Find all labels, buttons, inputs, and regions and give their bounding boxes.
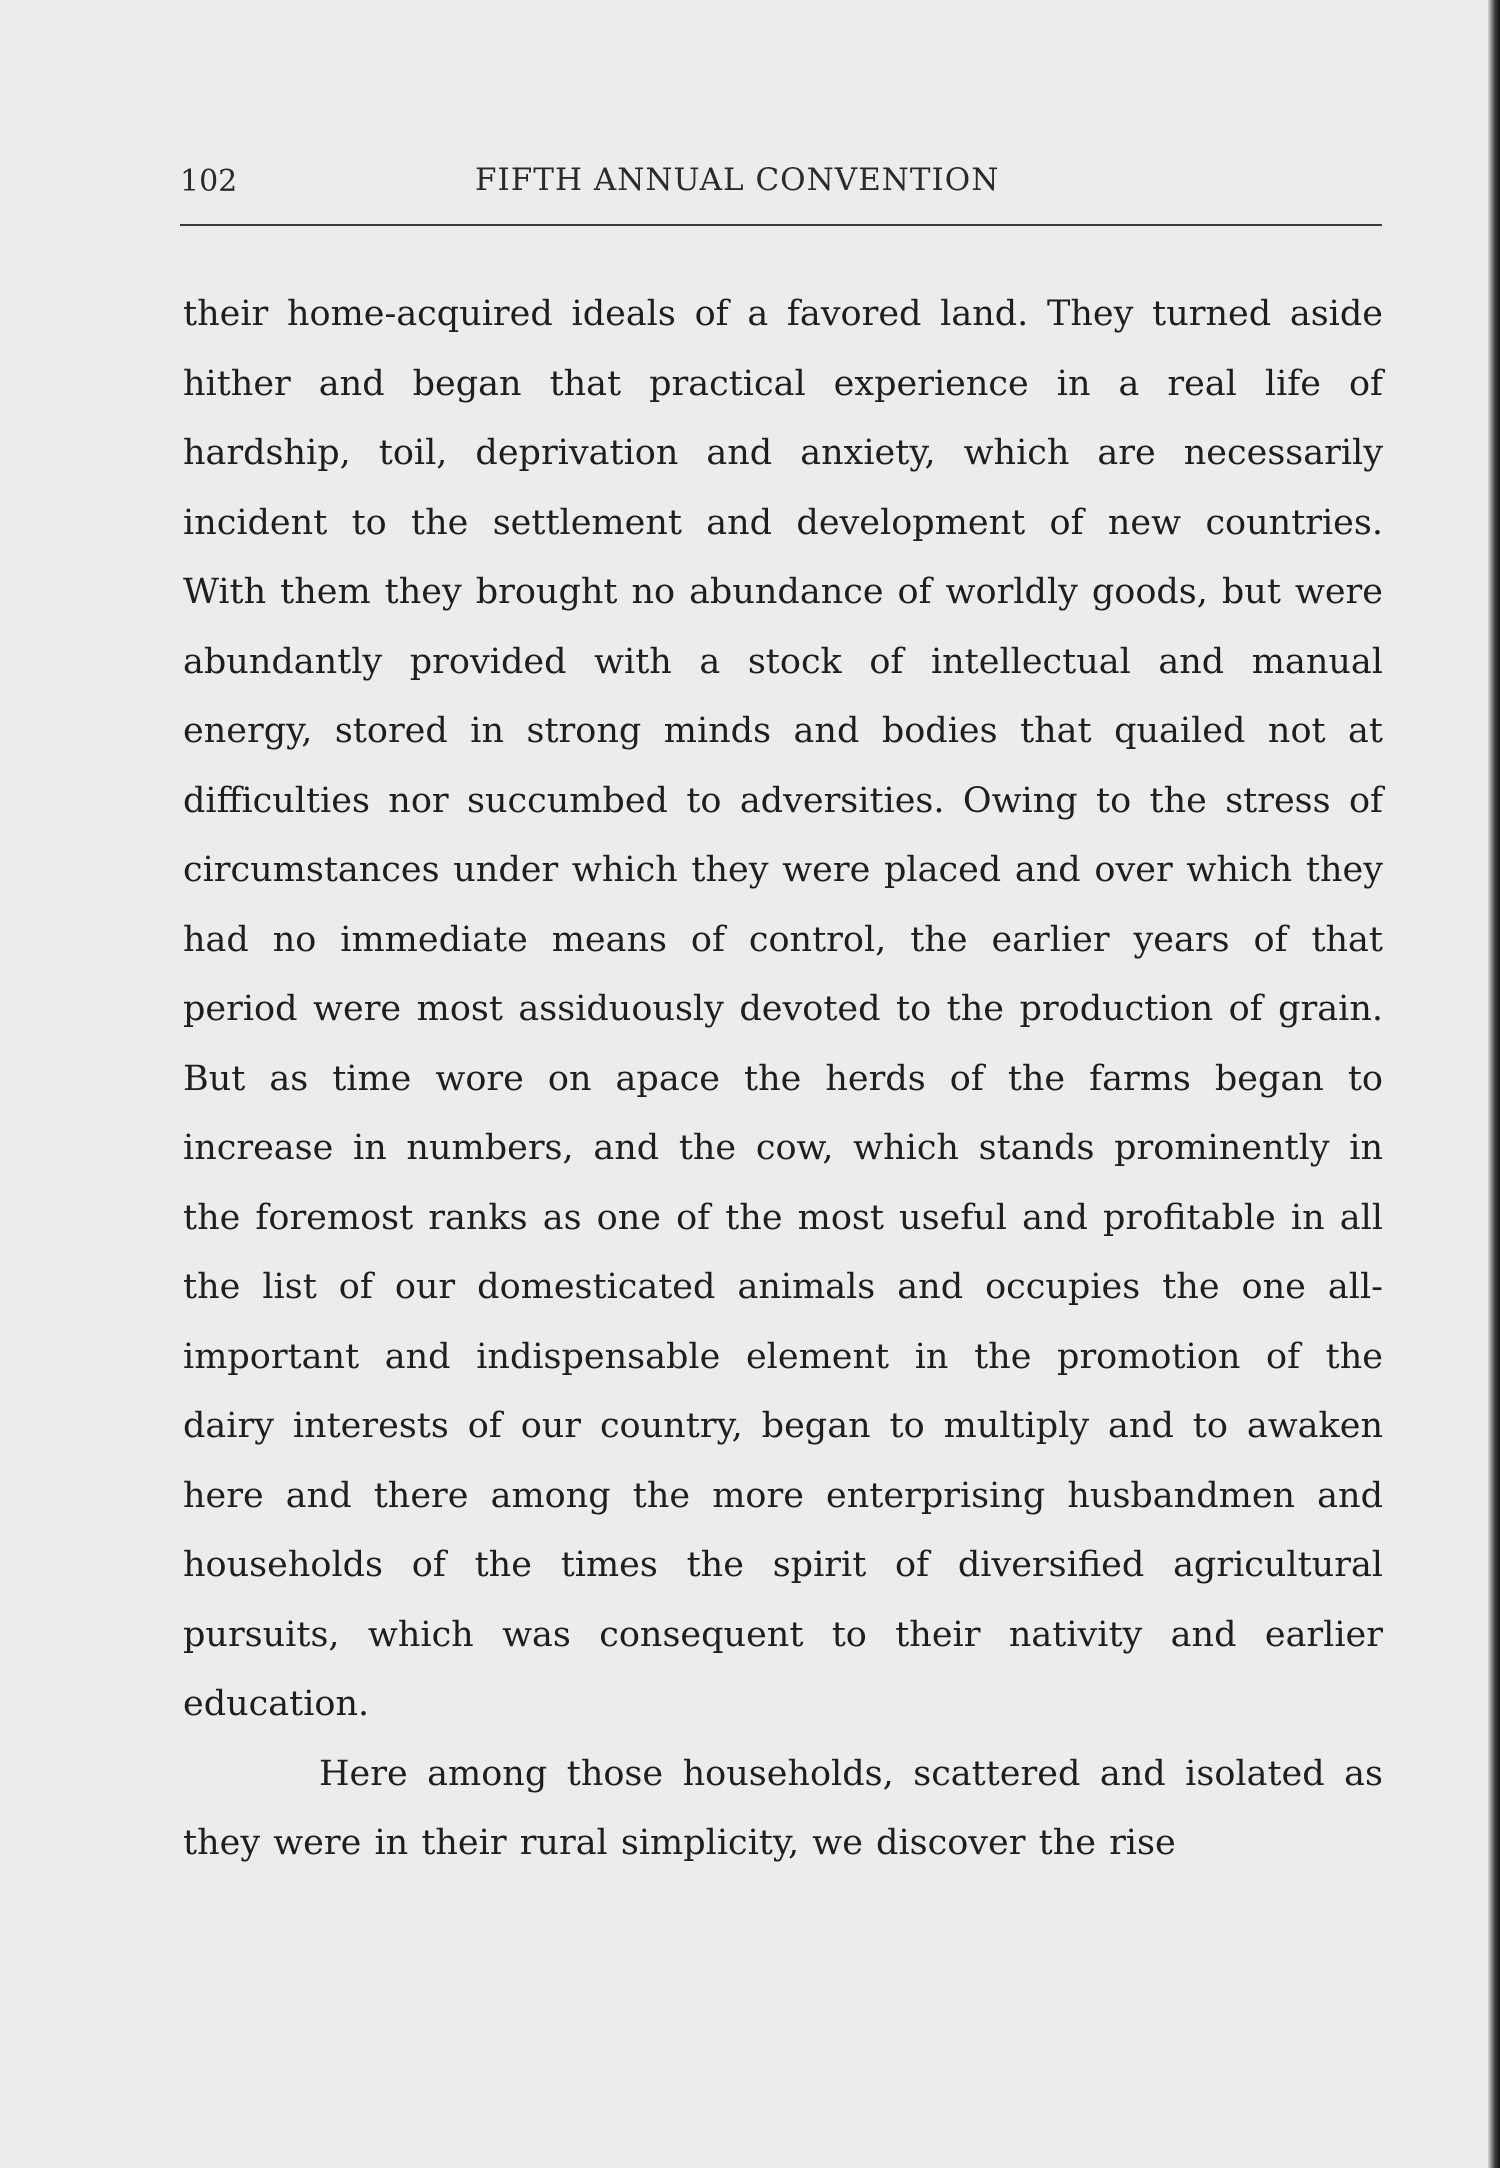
header-rule [180, 224, 1382, 226]
body-text [183, 280, 1383, 1879]
page-number: 102 [180, 164, 238, 199]
paragraph-2: Here among those households, scattered and isolated as they were in their rural simplicity, we discover the rise [183, 1753, 1383, 1863]
paragraph-1: their home-acquired ideals of a favored land. They turned aside hither and began that practical experience in a real life of hardship, toil, deprivation and anxiety, which are necessarily incident to the settlement and development of new countries. With them they brought no abundance of worldly goods, but were abundantly provided with a stock of intellectual and manual energy, stored in strong minds and bodies that quailed not at difficulties nor succumbed to adversities. Owing to the stress of circumstances under which they were placed and over which they had no immediate means of control, the earlier years of that period were most assiduously devoted to the production of grain. But as time wore on apace the herds of the farms began to increase in numbers, and the cow, which stands prominently in the foremost ranks as one of the most useful and profitable in all the list of our domesticated animals and occupies the one all-important and indispensable element in the promotion of the dairy interests of our country, began to multiply and to awaken here and there among the more enterprising husbandmen and households of the times the spirit of diversified agricultural pursuits, which was consequent to their nativity and earlier education. [183, 294, 1383, 1724]
running-head: FIFTH ANNUAL CONVENTION [475, 162, 1000, 198]
page-header [180, 150, 1382, 210]
page-edge-shadow [1488, 0, 1500, 2168]
